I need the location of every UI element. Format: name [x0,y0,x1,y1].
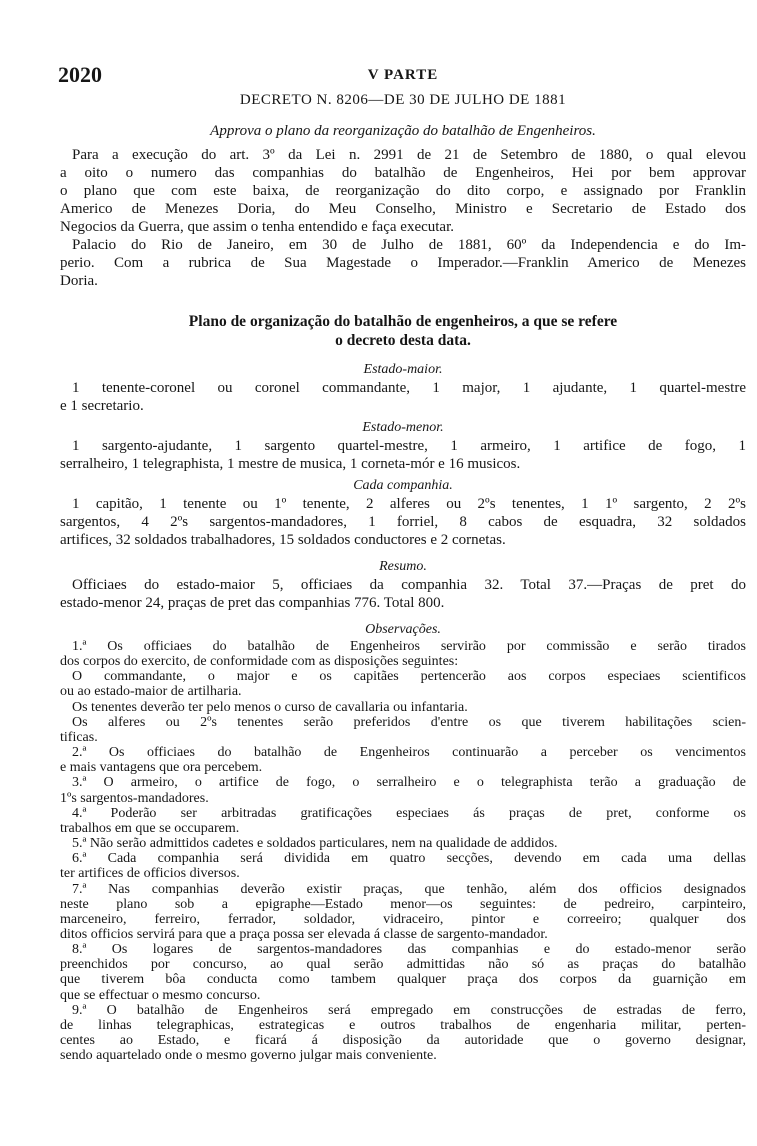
text-line: Os tenentes deverão ter pelo menos o curso de cavallaria ou infantaria. [72,699,468,715]
text-line: Palacio do Rio de Janeiro, em 30 de Julho de 1881, 60º da Independencia e do Im- [72,237,746,253]
plan-title [60,312,746,350]
section-heading: Cada companhia. [353,478,453,493]
text-line: sendo aquartelado onde o mesmo governo julgar mais conveniente. [60,1048,437,1064]
page-number: 2020 [58,62,102,87]
text-line: 6.ª Cada companhia será dividida em quatro secções, devendo em cada uma dellas [72,851,746,867]
text-line: 8.ª Os logares de sargentos-mandadores das companhias e do estado-menor serão [72,942,746,958]
text-line: 1ºs sargentos-mandadores. [60,790,209,806]
paragraph [60,942,746,1003]
text-line: que se effectuar o mesmo concurso. [60,987,261,1003]
paragraph [60,1003,746,1064]
text-line: preenchidos por concurso, ao qual serão admittidas não só as praças do batalhão [60,957,746,973]
text-line: ter artifices de officios diversos. [60,866,240,882]
text-line: serralheiro, 1 telegraphista, 1 mestre de musica, 1 corneta-mór e 16 musicos. [60,456,521,472]
paragraph [60,669,746,699]
plan-sections [60,360,746,612]
text-line: 1 capitão, 1 tenente ou 1º tenente, 2 alferes ou 2ºs tenentes, 1 1º sargento, 2 2ºs [72,496,746,512]
text-line: o plano que com este baixa, de reorganização do dito corpo, e assignado por Franklin [60,183,746,199]
text-line: artifices, 32 soldados trabalhadores, 15 soldados conductores e 2 cornetas. [60,532,506,548]
paragraph [60,700,746,715]
paragraph [60,437,746,473]
paragraph [60,775,746,805]
text-line: centes ao Estado, e ficará á disposição da autoridade que o governo designar, [60,1033,746,1049]
text-line: O commandante, o major e os capitães pertencerão aos corpos especiaes scientificos [72,669,746,685]
section-heading: Observações. [365,622,441,637]
decree-subject: Approva o plano da reorganização do batalhão de Engenheiros. [210,123,596,139]
text-line: e mais vantagens que ora percebem. [60,760,263,776]
text-line: Os alferes ou 2ºs tenentes serão preferidos d'entre os que tiverem habilitações scien- [72,714,746,730]
text-line: 1 sargento-ajudante, 1 sargento quartel-mestre, 1 armeiro, 1 artifice de fogo, 1 [72,438,746,454]
text-line: sargentos, 4 2ºs sargentos-mandadores, 1 forriel, 8 cabos de esquadra, 32 soldados [60,514,746,530]
text-line: Doria. [60,273,98,289]
preamble [60,146,746,290]
part-heading: V PARTE [367,67,439,83]
text-line: ou ao estado-maior de artilharia. [60,684,242,700]
plan-title-line: o decreto desta data. [335,332,471,349]
observations [60,620,746,1063]
text-line: a oito o numero das companhias do batalhão de Engenheiros, Hei por bem approvar [60,165,746,181]
text-line: tificas. [60,729,98,745]
text-line: e 1 secretario. [60,398,144,414]
paragraph [60,806,746,836]
section-heading: Resumo. [379,559,427,574]
paragraph [60,715,746,745]
paragraph [60,146,746,236]
text-line: 2.ª Os officiaes do batalhão de Engenheiros continuarão a perceber os vencimentos [72,745,746,761]
text-line: 1 tenente-coronel ou coronel commandante, 1 major, 1 ajudante, 1 quartel-mestre [72,380,746,396]
paragraph [60,576,746,612]
text-line: 7.ª Nas companhias deverão existir praças, que tenhão, além dos officios designados [72,881,746,897]
paragraph [60,745,746,775]
document-page [60,62,746,1063]
text-line: Para a execução do art. 3º da Lei n. 2991 de 21 de Setembro de 1880, o qual elevou [72,147,746,163]
plan-title-line: Plano de organização do batalhão de engenheiros, a que se refere [188,313,618,330]
paragraph [60,495,746,549]
text-line: 1.ª Os officiaes do batalhão de Engenheiros servirão por commissão e serão tirados [72,639,746,654]
text-line: dos corpos do exercito, de conformidade com as disposições seguintes: [60,654,459,670]
paragraph [60,639,746,669]
text-line: 5.ª Não serão admittidos cadetes e soldados particulares, nem na qualidade de addidos. [72,836,558,852]
section-heading: Estado-maior. [363,362,443,377]
decree-title: DECRETO N. 8206—DE 30 DE JULHO DE 1881 [239,92,567,108]
text-line: 4.ª Poderão ser arbitradas gratificações especiaes ás praças de pret, conforme os [72,805,746,821]
text-line: neste plano sob a epigraphe—Estado menor—os seguintes: de pedreiro, carpinteiro, [60,896,746,912]
paragraph [60,851,746,881]
paragraph [60,882,746,943]
text-line: que tiverem bôa conducta como tambem qualquer praça dos corpos da guarnição em [60,972,746,988]
text-line: ditos officios servirá para que a praça possa ser elevada á classe de sargento-mandador. [60,926,548,942]
text-line: 3.ª O armeiro, o artifice de fogo, o serralheiro e o telegraphista terão a graduação de [72,775,746,791]
text-line: Negocios da Guerra, que assim o tenha entendido e faça executar. [60,219,454,235]
text-line: estado-menor 24, praças de pret das companhias 776. Total 800. [60,595,445,611]
text-line: Americo de Menezes Doria, do Meu Conselho, Ministro e Secretario de Estado dos [60,201,746,217]
text-line: marceneiro, ferreiro, ferrador, soldador, vidraceiro, pintor e correeiro; qualquer dos [60,911,746,927]
paragraph [60,836,746,851]
text-line: perio. Com a rubrica de Sua Magestade o Imperador.—Franklin Americo de Menezes [60,255,746,271]
paragraph [60,379,746,415]
text-line: 9.ª O batalhão de Engenheiros será empregado em construcções de estradas de ferro, [72,1002,746,1018]
text-line: trabalhos em que se occuparem. [60,820,240,836]
text-line: de linhas telegraphicas, estrategicas e outros trabalhos de engenharia militar, perten- [60,1017,746,1033]
paragraph [60,236,746,290]
section-heading: Estado-menor. [362,420,444,435]
text-line: Officiaes do estado-maior 5, officiaes da companhia 32. Total 37.—Praças de pret do [72,577,746,593]
